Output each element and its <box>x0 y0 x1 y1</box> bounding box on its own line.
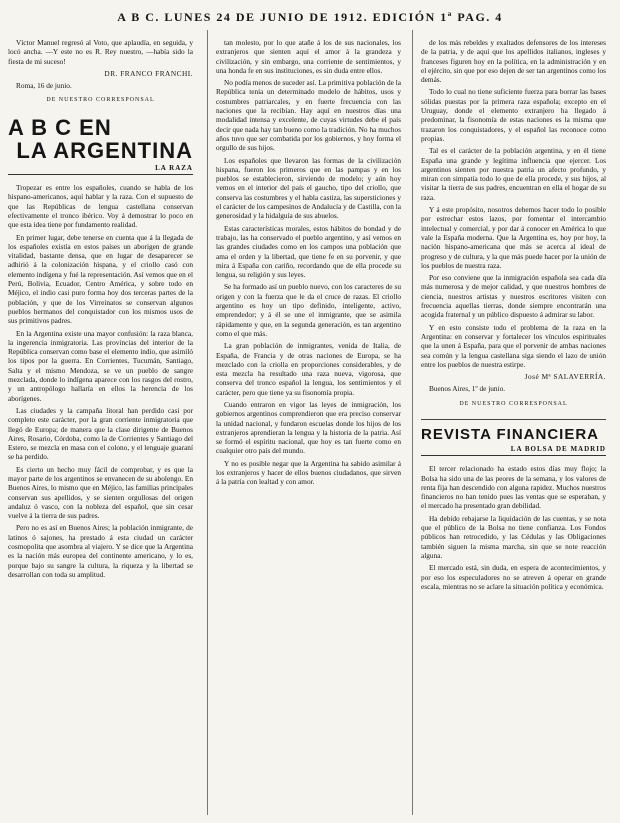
paragraph: Por eso conviene que la inmigración española sea cada día más numerosa y de mejor calidad, y que nuestros hombres de ciencia, nuestros artistas y nuestros escritores visiten con frecuencia aquellas tierras, donde siempre encontrarán una acogida fraternal y un público dispuesto á admirar su labor. <box>421 273 606 320</box>
column-3 <box>421 38 606 818</box>
column-1 <box>8 38 193 818</box>
paragraph: Y en esto consiste todo el problema de la raza en la Argentina: en conservar y fortalecer los vínculos espirituales que la unen á España, para que el porvenir de ambas naciones sea común y la lengua castellana siga siendo el lazo de unión entre los pueblos de nuestra estirpe. <box>421 322 606 369</box>
section-tag: LA RAZA <box>8 164 193 175</box>
paragraph: Pero no es así en Buenos Aires; la población inmigrante, de latinos ó sajones, ha prestado á esta ciudad un carácter cosmopolita que asombra al viajero. Y se dice que la Argentina es la nación más europea del continente americano, y lo es, porque bajo su sangre la cultura, la riqueza y la libertad se desarrollan con toda su amplitud. <box>8 523 193 579</box>
section-tag: LA BOLSA DE MADRID <box>421 445 606 456</box>
finance-headline: REVISTA FINANCIERA <box>421 425 600 443</box>
article-headline-line1: A B C EN <box>8 114 112 140</box>
divider <box>421 419 606 420</box>
newspaper-header: A B C. LUNES 24 DE JUNIO DE 1912. EDICIÓN 1ª PAG. 4 <box>117 10 503 24</box>
paragraph: Tropezar es entre los españoles, cuando se habla de los hispano-americanos, aquí hablar y la raza. Con el supuesto de que las Repúblicas de lengua castellana conservan efectivamente el tronco ibérico. Voy á demostrar lo poco en que esta idea tiene por fundamento realidad. <box>8 183 193 230</box>
column-2 <box>216 38 401 818</box>
paragraph: tan molesto, por lo que atañe á los de sus nacionales, los extranjeros que sienten aquí el amor á la grandeza y civilización, y sin embargo, una corriente de sentimientos, y una honda fe en sus instituciones, es sin duda entre ellos. <box>216 38 401 75</box>
paragraph: En primer lugar, debe tenerse en cuenta que á la llegada de los españoles existía en estos países un aborigen de grande vitalidad, bastante densa, que en lugar de desaparecer se adhirió á la colonización hispana, y el criollo casó con elemento indígena y fué la representación. Así vemos que en el Perú, Bolivia, Ecuador, Centro América, y sobre todo en Méjico, el indio casi puro forma hoy dos terceras partes de la población, y que de los Virreinatos se conservan algunos pueblos hermanos del conquistador con los mismos usos de sus primitivos padres. <box>8 232 193 326</box>
column-rule <box>412 30 413 815</box>
paragraph: de los más rebeldes y exaltados defensores de los intereses de la patria, y de aquí que los apellidos italianos, ingleses y franceses figuren hoy en la política, en la administración y en el ejército, sin que por eso dejen de ser tan argentinos como los demás. <box>421 38 606 85</box>
paragraph: Todo lo cual no tiene suficiente fuerza para borrar las bases sólidas puestas por la primera raza española; excepto en el Uruguay, donde el elemento extranjero ha llegado á predominar, la fisonomía de estas naciones es la misma que trazaron los conquistadores, y el español las reconoce como propias. <box>421 87 606 143</box>
paragraph: El tercer relacionado ha estado estos días muy flojo; la Bolsa ha sido una de las peores de la semana, y los valores de renta fija han descendido con alguna rapidez. Muchos nuestros financieros no han tenido pues las ventas que se esperaban, y el mercado ha presentado gran debilidad. <box>421 464 606 511</box>
paragraph: Los españoles que llevaron las formas de la civilización hispana, fueron los primeros que en las pampas y en los pueblos se establecieron, sirviendo de modelo; y aún hoy vemos en el interior del país el gaucho, tipo del criollo, que conserva las costumbres y el habla castiza, las supersticiones y el carácter de los campesinos de Andalucía y de Castilla, con la generosidad y la hidalguía de sus abuelos. <box>216 155 401 221</box>
paragraph: Tal es el carácter de la población argentina, y en él tiene España una grande y legítima influencia que ejercer. Los argentinos sienten por nuestra patria un afecto profundo, y miran con simpatía todo lo que de ella procede, y sus hijos, al visitar la tierra de sus padres, encuentran en ella el hogar de su raza. <box>421 146 606 202</box>
paragraph: La gran población de inmigrantes, venida de Italia, de España, de Francia y de otras naciones de Europa, se ha mezclado con la criolla en proporciones considerables, y de esta mezcla ha resultado una raza nueva, vigorosa, que conserva del tronco español la lengua, los sentimientos y el carácter, pero que tiene ya su fisonomía propia. <box>216 341 401 397</box>
signature: DR. FRANCO FRANCHI. <box>104 68 193 78</box>
paragraph: Y no es posible negar que la Argentina ha sabido asimilar á los extranjeros y hacer de ellos buenos ciudadanos, que sirven á la patria con lealtad y con amor. <box>216 458 401 487</box>
paragraph: El mercado está, sin duda, en espera de acontecimientos, y por eso los especuladores no se atreven á operar en grande escala, mientras no se aclare la situación política y económica. <box>421 563 606 591</box>
paragraph: Ha debido rebajarse la liquidación de las cuentas, y se nota que el público de la Bolsa no tiene confianza. Los Fondos públicos han retrocedido, y las Cédulas y las Obligaciones también siguen la misma marcha, sin que se note reacción alguna. <box>421 513 606 560</box>
paragraph: Cuando entraron en vigor las leyes de inmigración, los gobiernos argentinos comprendieron que era preciso conservar la unidad nacional, y fundaron escuelas donde los hijos de los extranjeros aprendieran la lengua y la historia de la patria. Así se formó el espíritu nacional, que hoy es tan fuerte como en cualquier otro país del mundo. <box>216 399 401 456</box>
correspondent-line: DE NUESTRO CORRESPONSAL <box>46 97 155 104</box>
paragraph: Y á este propósito, nosotros debemos hacer todo lo posible por estrechar estos lazos, por fomentar el intercambio intelectual y comercial, y por dar á conocer en América lo que vale la España moderna. Que la Argentina es, hoy por hoy, la nación hispano-americana que más se acerca al ideal de progreso y de cultura, y la que más puede hacer por la unión de los pueblos de nuestra raza. <box>421 205 606 270</box>
dateline: Buenos Aires, 1º de junio. <box>429 384 506 394</box>
article-headline-line2: LA ARGENTINA <box>16 137 193 163</box>
correspondent-line: DE NUESTRO CORRESPONSAL <box>459 400 568 407</box>
dateline: Roma, 16 de junio. <box>16 81 72 91</box>
paragraph: No podía menos de suceder así. La primitiva población de la República tenía un determinado modelo de hábitos, usos y costumbres patriarcales, y en fuerte frecuencia con las naciones que la recibían. Hay aquí en nuestros días una modalidad intensa y excelente, de cuyas virtudes debe el país decir que nada hay tan bueno como la tradición. No ha muchos años tuvo que ser combatida por los gobiernos, y hoy forma el orgullo de sus hijos. <box>216 78 401 153</box>
paragraph: Las ciudades y la campaña litoral han perdido casi por completo este carácter, por la gran corriente inmigratoria que llegó de Europa; de manera que la clase dirigente de Buenos Aires, Rosario, Córdoba, como la de Corrientes y Santiago del Estero, se mezcla en masa con el colono, y el lenguaje guaraní se ha perdido. <box>8 405 193 462</box>
column-rule <box>207 30 208 815</box>
paragraph: Se ha formado así un pueblo nuevo, con los caracteres de su origen y con la fuerza que le da el cruce de razas. El criollo argentino es hoy un tipo definido, inteligente, activo, emprendedor; y á él se une el inmigrante, que se asimila rápidamente y que, en la segunda generación, es tan argentino como el que más. <box>216 282 401 338</box>
intro-paragraph: Víctor Manuel regresó al Voto, que aplaudía, en seguida, y locó ancha. —Y este no es R. Rey nuestro, —había sido la fiesta de mi suceso! <box>8 38 193 66</box>
signature: José Mª SALAVERRÍA. <box>524 372 606 382</box>
paragraph: En la Argentina existe una mayor confusión: la raza blanca, la ingerencia inmigratoria. Las provincias del interior de la República conservan como base el elemento indio, que asimiló los tipos por la guerra. En Corrientes, Tucumán, Santiago, Salta y el mismo Mendoza, se ve un pueblo de sangre mezclada, donde lo indígena aparece con los rasgos del rostro, y un antropólogo hallaría en ellos la herencia de los aborígenes. <box>8 328 193 403</box>
paragraph: Es cierto un hecho muy fácil de comprobar, y es que la mayor parte de los argentinos se envanecen de su abolengo. En Buenos Aires, lo mismo que en Méjico, las familias principales conservan sus apellidos, y se sienten orgullosas del origen andaluz ó vasco, con la nobleza del español, que sin cesar vuelve á la tierra de sus padres. <box>8 464 193 521</box>
paragraph: Estas características morales, estos hábitos de bondad y de trabajo, las ha conservado el pueblo argentino, y así vemos en las grandes ciudades como en los campos una población que ama el orden y la libertad, que tiene fe en su porvenir, y que mira á España con cariño, recordando que de ella procede su lengua, su religión y sus leyes. <box>216 223 401 280</box>
